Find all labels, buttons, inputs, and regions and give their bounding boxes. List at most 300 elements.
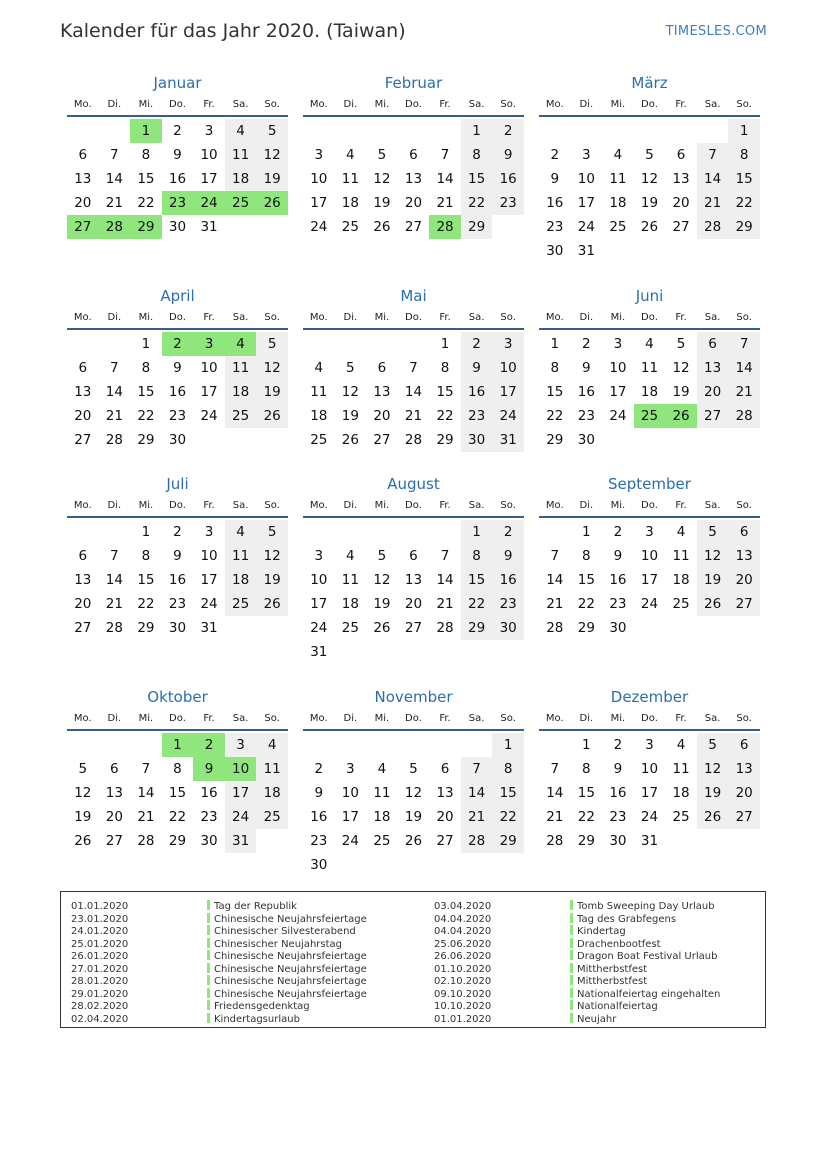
day-cell: 23 — [609, 596, 627, 612]
weekday-label: Do. — [641, 312, 658, 323]
day-cell: 3 — [492, 332, 524, 356]
day-cell: 11 — [672, 761, 690, 777]
day-cell: 4 — [346, 548, 355, 564]
day-cell: 20 — [728, 781, 760, 805]
day-cell: 27 — [728, 805, 760, 829]
weekday-label: Sa. — [232, 312, 249, 323]
day-cell: 27 — [697, 404, 729, 428]
day-cell: 3 — [204, 123, 214, 139]
day-cell: 12 — [697, 544, 729, 568]
day-cell: 13 — [404, 572, 423, 588]
day-cell: 15 — [577, 785, 595, 801]
day-grid — [539, 332, 760, 452]
legend-date: 01.01.2020 — [434, 1013, 492, 1025]
day-cell: 14 — [436, 572, 454, 588]
month-name: April — [160, 287, 195, 305]
weekday-label: Mi. — [374, 713, 390, 724]
day-cell: 27 — [404, 219, 423, 235]
weekday-label: So. — [736, 500, 752, 511]
day-cell: 4 — [377, 761, 387, 777]
day-cell: 21 — [105, 408, 123, 424]
weekday-header — [539, 709, 760, 731]
day-cell: 28 — [728, 404, 760, 428]
day-cell: 11 — [609, 171, 627, 187]
weekday-label: So. — [500, 99, 516, 110]
empty-cell — [461, 733, 493, 757]
legend-item — [434, 900, 720, 913]
day-cell: 17 — [200, 384, 218, 400]
holiday-legend — [60, 891, 766, 1028]
day-cell: 20 — [436, 809, 454, 825]
day-cell: 26 — [74, 833, 92, 849]
day-grid — [67, 733, 288, 853]
holiday-color-marker — [570, 925, 573, 935]
day-cell: 11 — [373, 785, 391, 801]
holiday-color-marker — [570, 900, 573, 910]
day-cell: 7 — [697, 143, 729, 167]
month-6 — [539, 286, 760, 452]
legend-item — [434, 1000, 720, 1013]
month-8 — [303, 474, 524, 664]
day-cell: 19 — [373, 195, 391, 211]
legend-date: 26.01.2020 — [71, 951, 129, 962]
day-cell: 16 — [492, 167, 524, 191]
day-cell: 25 — [310, 432, 328, 448]
weekday-label: Mo. — [73, 713, 92, 724]
day-cell: 23 — [609, 809, 627, 825]
day-cell: 25 — [672, 809, 690, 825]
day-cell: 31 — [640, 833, 659, 849]
day-cell: 9 — [613, 548, 623, 564]
weekday-label: Di. — [579, 99, 594, 110]
legend-date: 29.01.2020 — [71, 988, 129, 1000]
day-cell: 14 — [697, 167, 729, 191]
day-cell: 16 — [546, 195, 564, 211]
day-cell: 16 — [200, 785, 218, 801]
day-cell: 15 — [492, 781, 524, 805]
day-cell: 9 — [492, 544, 524, 568]
day-cell: 21 — [105, 596, 123, 612]
day-cell: 27 — [404, 620, 423, 636]
day-cell: 24 — [310, 620, 328, 636]
empty-cell — [335, 332, 367, 356]
day-cell: 13 — [697, 356, 729, 380]
day-cell: 6 — [78, 360, 88, 376]
legend-item — [71, 925, 367, 938]
day-cell: 8 — [461, 544, 493, 568]
weekday-label: Do. — [405, 312, 422, 323]
day-cell: 20 — [404, 195, 423, 211]
legend-date: 09.10.2020 — [434, 988, 492, 1000]
day-cell: 7 — [461, 757, 493, 781]
day-cell: 23 — [168, 596, 187, 612]
day-cell: 10 — [310, 171, 328, 187]
holiday-color-marker — [207, 938, 210, 948]
day-cell: 12 — [373, 572, 391, 588]
day-cell: 2 — [173, 524, 182, 540]
day-cell: 30 — [168, 620, 187, 636]
day-cell: 11 — [672, 548, 690, 564]
day-cell: 1 — [728, 119, 760, 143]
day-cell: 16 — [461, 380, 493, 404]
legend-holiday-name: Mittherbstfest — [577, 976, 648, 987]
legend-item — [434, 913, 720, 926]
day-cell: 13 — [74, 384, 92, 400]
day-cell: 20 — [105, 809, 123, 825]
page-title: Kalender für das Jahr 2020. (Taiwan) — [60, 20, 406, 42]
day-cell: 24 — [609, 408, 627, 424]
legend-holiday-name: Chinesischer Neujahrstag — [214, 938, 342, 950]
day-cell: 1 — [582, 524, 591, 540]
day-cell: 3 — [225, 733, 257, 757]
holiday-color-marker — [207, 988, 210, 998]
weekday-label: Sa. — [704, 99, 721, 110]
brand-logo-text[interactable]: TIMESLES.COM — [665, 24, 767, 39]
weekday-header — [539, 95, 760, 117]
weekday-label: So. — [264, 500, 280, 511]
legend-item — [71, 1000, 367, 1013]
day-cell: 20 — [74, 408, 92, 424]
day-cell: 30 — [461, 428, 493, 452]
holiday-color-marker — [207, 900, 210, 910]
day-grid — [67, 119, 288, 239]
day-grid — [303, 733, 524, 877]
day-cell: 29 — [137, 432, 155, 448]
weekday-label: Do. — [641, 713, 658, 724]
day-cell: 31 — [200, 219, 218, 235]
day-cell: 1 — [440, 336, 450, 352]
weekday-label: Mo. — [545, 99, 564, 110]
day-cell: 26 — [665, 404, 697, 428]
legend-date: 04.04.2020 — [434, 913, 492, 925]
day-cell: 20 — [74, 596, 92, 612]
day-cell: 9 — [492, 143, 524, 167]
day-cell: 29 — [168, 833, 187, 849]
day-cell: 13 — [74, 572, 92, 588]
day-cell: 5 — [697, 520, 729, 544]
day-grid — [67, 520, 288, 640]
weekday-label: So. — [264, 99, 280, 110]
empty-cell — [429, 119, 461, 143]
legend-column-left — [71, 900, 367, 1025]
day-cell: 30 — [577, 432, 595, 448]
day-cell: 2 — [162, 332, 194, 356]
day-grid — [67, 332, 288, 452]
day-cell: 10 — [200, 147, 218, 163]
day-cell: 21 — [137, 809, 155, 825]
legend-item — [71, 988, 367, 1001]
weekday-label: Do. — [169, 500, 186, 511]
day-cell: 28 — [137, 833, 155, 849]
day-cell: 10 — [200, 360, 218, 376]
weekday-label: Mi. — [138, 713, 154, 724]
weekday-header — [303, 496, 524, 518]
empty-cell — [429, 520, 461, 544]
weekday-label: Do. — [169, 312, 186, 323]
weekday-label: Mi. — [374, 99, 390, 110]
day-grid — [539, 520, 760, 640]
day-cell: 2 — [193, 733, 225, 757]
legend-holiday-name: Chinesischer Silvesterabend — [214, 926, 356, 937]
legend-holiday-name: Neujahr — [577, 1013, 617, 1025]
day-cell: 28 — [105, 432, 123, 448]
day-cell: 21 — [436, 195, 454, 211]
day-cell: 24 — [200, 596, 218, 612]
day-cell: 6 — [697, 332, 729, 356]
day-cell: 14 — [436, 171, 454, 187]
day-cell: 24 — [577, 219, 595, 235]
weekday-label: Do. — [641, 500, 658, 511]
day-cell: 26 — [256, 592, 288, 616]
day-cell: 1 — [461, 119, 493, 143]
empty-cell — [634, 119, 666, 143]
holiday-color-marker — [570, 1000, 573, 1010]
weekday-label: Fr. — [675, 713, 687, 724]
day-cell: 18 — [310, 408, 328, 424]
day-cell: 19 — [672, 384, 690, 400]
day-cell: 29 — [461, 215, 493, 239]
day-cell: 28 — [461, 829, 493, 853]
legend-item — [434, 975, 720, 988]
day-cell: 30 — [546, 243, 564, 259]
day-cell: 20 — [697, 380, 729, 404]
legend-date: 02.10.2020 — [434, 976, 492, 987]
day-cell: 28 — [105, 620, 123, 636]
day-cell: 1 — [461, 520, 493, 544]
legend-date: 25.01.2020 — [71, 938, 129, 950]
weekday-label: Mo. — [545, 713, 564, 724]
day-cell: 8 — [141, 360, 151, 376]
day-cell: 6 — [110, 761, 119, 777]
legend-holiday-name: Chinesische Neujahrsfeiertage — [214, 963, 367, 975]
day-cell: 14 — [404, 384, 423, 400]
legend-item — [434, 950, 720, 963]
weekday-header — [303, 709, 524, 731]
legend-item — [434, 1013, 720, 1026]
day-cell: 23 — [461, 404, 493, 428]
day-cell: 22 — [577, 596, 595, 612]
legend-item — [71, 913, 367, 926]
day-cell: 2 — [550, 147, 560, 163]
weekday-label: Di. — [579, 312, 594, 323]
holiday-color-marker — [207, 913, 210, 923]
holiday-color-marker — [570, 975, 573, 985]
day-cell: 27 — [728, 592, 760, 616]
legend-date: 10.10.2020 — [434, 1001, 492, 1012]
empty-cell — [539, 119, 571, 143]
weekday-label: Mo. — [73, 500, 92, 511]
day-cell: 14 — [461, 781, 493, 805]
day-cell: 25 — [341, 219, 359, 235]
day-cell: 17 — [200, 171, 218, 187]
day-cell: 13 — [404, 171, 423, 187]
day-cell: 30 — [168, 219, 187, 235]
weekday-label: Do. — [641, 99, 658, 110]
day-cell: 24 — [200, 408, 218, 424]
legend-date: 01.10.2020 — [434, 963, 492, 975]
day-cell: 14 — [105, 572, 123, 588]
day-cell: 26 — [404, 833, 423, 849]
legend-date: 03.04.2020 — [434, 901, 492, 912]
legend-holiday-name: Nationalfeiertag eingehalten — [577, 988, 721, 1000]
day-cell: 21 — [546, 596, 564, 612]
day-cell: 16 — [310, 809, 328, 825]
day-cell: 4 — [314, 360, 324, 376]
day-cell: 15 — [168, 785, 187, 801]
legend-item — [434, 925, 720, 938]
day-cell: 31 — [310, 644, 328, 660]
day-cell: 19 — [256, 380, 288, 404]
day-cell: 20 — [728, 568, 760, 592]
day-cell: 30 — [609, 833, 627, 849]
legend-holiday-name: Chinesische Neujahrsfeiertage — [214, 913, 367, 925]
day-cell: 3 — [645, 737, 654, 753]
day-cell: 7 — [110, 548, 119, 564]
day-cell: 25 — [225, 191, 257, 215]
day-cell: 20 — [404, 596, 423, 612]
day-cell: 29 — [728, 215, 760, 239]
day-cell: 18 — [225, 568, 257, 592]
day-cell: 18 — [672, 785, 690, 801]
day-cell: 10 — [640, 761, 659, 777]
day-cell: 13 — [105, 785, 123, 801]
holiday-color-marker — [570, 988, 573, 998]
day-cell: 12 — [672, 360, 690, 376]
day-cell: 8 — [582, 548, 591, 564]
day-cell: 1 — [582, 737, 591, 753]
day-cell: 21 — [404, 408, 423, 424]
month-name: Februar — [384, 74, 443, 92]
day-cell: 24 — [640, 809, 659, 825]
day-cell: 5 — [256, 520, 288, 544]
weekday-label: Mo. — [309, 99, 328, 110]
weekday-label: Sa. — [468, 99, 485, 110]
day-cell: 15 — [436, 384, 454, 400]
day-cell: 28 — [436, 620, 454, 636]
day-cell: 23 — [168, 408, 187, 424]
day-cell: 19 — [256, 167, 288, 191]
legend-date: 28.02.2020 — [71, 1001, 129, 1012]
day-cell: 7 — [141, 761, 151, 777]
day-cell: 12 — [256, 544, 288, 568]
weekday-header — [67, 496, 288, 518]
weekday-label: Mo. — [545, 500, 564, 511]
day-cell: 17 — [640, 572, 659, 588]
weekday-label: Sa. — [468, 312, 485, 323]
day-cell: 22 — [492, 805, 524, 829]
day-grid — [303, 520, 524, 664]
month-1 — [67, 73, 288, 239]
day-cell: 17 — [640, 785, 659, 801]
weekday-label: Mi. — [138, 500, 154, 511]
day-cell: 11 — [310, 384, 328, 400]
weekday-label: So. — [736, 99, 752, 110]
legend-date: 28.01.2020 — [71, 976, 129, 987]
day-cell: 25 — [634, 404, 666, 428]
weekday-label: Di. — [343, 713, 358, 724]
empty-cell — [429, 733, 461, 757]
day-cell: 31 — [577, 243, 595, 259]
weekday-label: Di. — [107, 713, 122, 724]
day-cell: 4 — [225, 119, 257, 143]
day-cell: 10 — [492, 356, 524, 380]
holiday-color-marker — [207, 925, 210, 935]
day-cell: 26 — [697, 592, 729, 616]
weekday-label: Fr. — [439, 713, 451, 724]
day-cell: 28 — [546, 620, 564, 636]
legend-holiday-name: Nationalfeiertag — [577, 1001, 658, 1012]
weekday-label: Di. — [343, 99, 358, 110]
day-cell: 19 — [256, 568, 288, 592]
day-cell: 2 — [461, 332, 493, 356]
weekday-label: Di. — [579, 500, 594, 511]
day-cell: 13 — [728, 757, 760, 781]
day-cell: 25 — [256, 805, 288, 829]
empty-cell — [366, 119, 398, 143]
empty-cell — [335, 119, 367, 143]
empty-cell — [398, 332, 430, 356]
weekday-label: Di. — [343, 312, 358, 323]
day-cell: 21 — [105, 195, 123, 211]
holiday-color-marker — [570, 938, 573, 948]
day-cell: 12 — [697, 757, 729, 781]
weekday-label: Di. — [107, 312, 122, 323]
day-grid — [539, 119, 760, 263]
legend-date: 24.01.2020 — [71, 926, 129, 937]
day-cell: 10 — [640, 548, 659, 564]
day-cell: 11 — [225, 544, 257, 568]
day-cell: 29 — [436, 432, 454, 448]
day-cell: 11 — [341, 171, 359, 187]
day-cell: 1 — [141, 336, 151, 352]
day-cell: 19 — [341, 408, 359, 424]
day-cell: 14 — [105, 384, 123, 400]
day-cell: 31 — [492, 428, 524, 452]
day-cell: 3 — [314, 147, 324, 163]
weekday-label: Do. — [405, 500, 422, 511]
weekday-label: Sa. — [704, 312, 721, 323]
weekday-label: Fr. — [203, 312, 215, 323]
weekday-label: Sa. — [232, 99, 249, 110]
weekday-label: Do. — [405, 99, 422, 110]
weekday-label: Fr. — [439, 500, 451, 511]
month-name: Januar — [153, 74, 202, 92]
day-cell: 9 — [314, 785, 324, 801]
day-cell: 18 — [672, 572, 690, 588]
weekday-label: So. — [264, 713, 280, 724]
day-cell: 27 — [67, 215, 99, 239]
legend-item — [71, 938, 367, 951]
weekday-label: Mi. — [610, 500, 626, 511]
legend-date: 25.06.2020 — [434, 938, 492, 950]
day-cell: 30 — [492, 616, 524, 640]
weekday-header — [67, 308, 288, 330]
legend-holiday-name: Mittherbstfest — [577, 963, 648, 975]
day-cell: 20 — [74, 195, 92, 211]
empty-cell — [398, 119, 430, 143]
day-cell: 2 — [314, 761, 324, 777]
day-cell: 19 — [404, 809, 423, 825]
day-cell: 21 — [436, 596, 454, 612]
day-cell: 16 — [168, 384, 187, 400]
day-cell: 14 — [546, 572, 564, 588]
month-name: Juni — [635, 287, 664, 305]
weekday-label: Mi. — [374, 500, 390, 511]
day-cell: 14 — [105, 171, 123, 187]
legend-holiday-name: Chinesische Neujahrsfeiertage — [214, 988, 367, 1000]
day-cell: 2 — [173, 123, 182, 139]
empty-cell — [130, 733, 162, 757]
